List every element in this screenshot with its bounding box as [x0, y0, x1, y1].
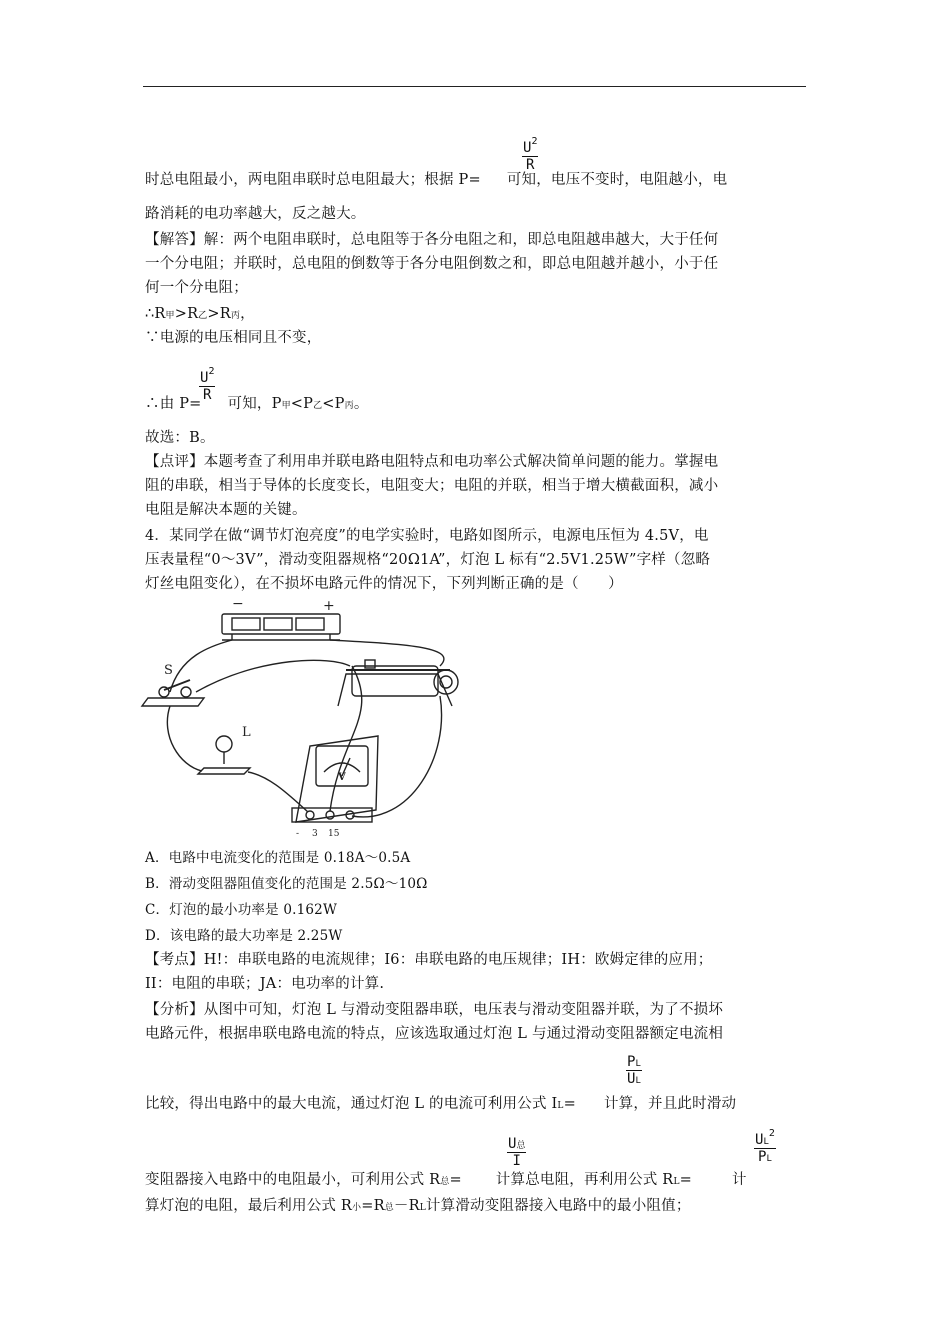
option-b: B．滑动变阻器阻值变化的范围是 2.5Ω～10Ω — [145, 876, 428, 892]
header-rule — [143, 86, 806, 87]
battery-pack — [222, 614, 340, 634]
text-line: 电阻是解决本题的关键。 — [145, 502, 307, 518]
formula-utotal-over-i: U总 I — [508, 1136, 526, 1169]
option-a: A．电路中电流变化的范围是 0.18A～0.5A — [145, 850, 411, 866]
battery-plus-label: + — [323, 598, 335, 614]
formula-ul2-over-pl: $\frac{UL^2}{PL}$ — [755, 1128, 775, 1165]
text-line: 路消耗的电功率越大，反之越大。 — [145, 206, 366, 222]
text-line: 比较，得出电路中的最大电流，通过灯泡 L 的电流可利用公式 IL= 计算，并且此时滑动 — [145, 1096, 737, 1112]
battery-minus-label: − — [232, 596, 244, 612]
text-line: 阻的串联，相当于导体的长度变长，电阻变大；电阻的并联，相当于增大横截面积，减小 — [145, 478, 719, 494]
text-line: 电路元件，根据串联电路电流的特点，应该选取通过灯泡 L 与通过滑动变阻器额定电流相 — [145, 1026, 724, 1042]
switch-base — [142, 698, 204, 706]
text-line: 何一个分电阻； — [145, 280, 248, 296]
text-line: 【点评】本题考查了利用串并联电路电阻特点和电功率公式解决简单问题的能力。掌握电 — [145, 454, 719, 470]
terminal-label: 15 — [328, 829, 340, 838]
text-line: 故选：B。 — [145, 430, 215, 446]
text-line: 【解答】解：两个电阻串联时，总电阻等于各分电阻之和，即总电阻越串越大，大于任何 — [145, 232, 719, 248]
formula-pl-over-ul: $\frac{PL}{UL}$ — [627, 1054, 641, 1087]
formula-u2-over-r-1: $\frac{U^2}{R}$ — [523, 136, 538, 173]
text-line: ∵电源的电压相同且不变， — [145, 330, 322, 346]
text-line: ∴R甲>R乙>R丙， — [145, 306, 255, 322]
voltmeter-label: V — [338, 772, 346, 783]
text-line: 一个分电阻；并联时，总电阻的倒数等于各分电阻倒数之和，即总电阻越并越小，小于任 — [145, 256, 719, 272]
option-d: D．该电路的最大功率是 2.25W — [145, 928, 343, 944]
option-c: C．灯泡的最小功率是 0.162W — [145, 902, 338, 918]
question-text: 灯丝电阻变化），在不损坏电路元件的情况下，下列判断正确的是（ ） — [145, 576, 623, 592]
switch-label: S — [164, 663, 173, 678]
lamp-bulb — [216, 736, 232, 752]
terminal-label: 3 — [312, 829, 318, 838]
circuit-figure — [140, 596, 485, 838]
text-line: 时总电阻最小，两电阻串联时总电阻最大；根据 P= 可知，电压不变时，电阻越小，电 — [145, 172, 728, 188]
question-text: 4．某同学在做“调节灯泡亮度”的电学实验时，电路如图所示，电源电压恒为 4.5V，电 — [145, 528, 709, 544]
text-line: 【分析】从图中可知，灯泡 L 与滑动变阻器串联，电压表与滑动变阻器并联，为了不损坏 — [145, 1002, 724, 1018]
formula-u2-over-r-2: $\frac{U^2}{R}$ — [200, 366, 215, 403]
text-line: ∴由 P= 可知，P甲<P乙<P丙。 — [145, 396, 369, 412]
lamp-label: L — [242, 725, 251, 740]
text-line: 【考点】H!：串联电路的电流规律；I6：串联电路的电压规律；IH：欧姆定律的应用； — [145, 952, 713, 968]
text-line: 变阻器接入电路中的电阻最小，可利用公式 R总= 计算总电阻，再利用公式 RL= 计 — [145, 1172, 747, 1188]
question-text: 压表量程“0～3V”，滑动变阻器规格“20Ω1A”，灯泡 L 标有“2.5V1.25W”字样（忽略 — [145, 552, 711, 568]
terminal-label: - — [296, 829, 300, 838]
text-line: II：电阻的串联；JA：电功率的计算. — [145, 976, 385, 992]
text-line: 算灯泡的电阻，最后利用公式 R小=R总－RL计算滑动变阻器接入电路中的最小阻值； — [145, 1198, 691, 1214]
